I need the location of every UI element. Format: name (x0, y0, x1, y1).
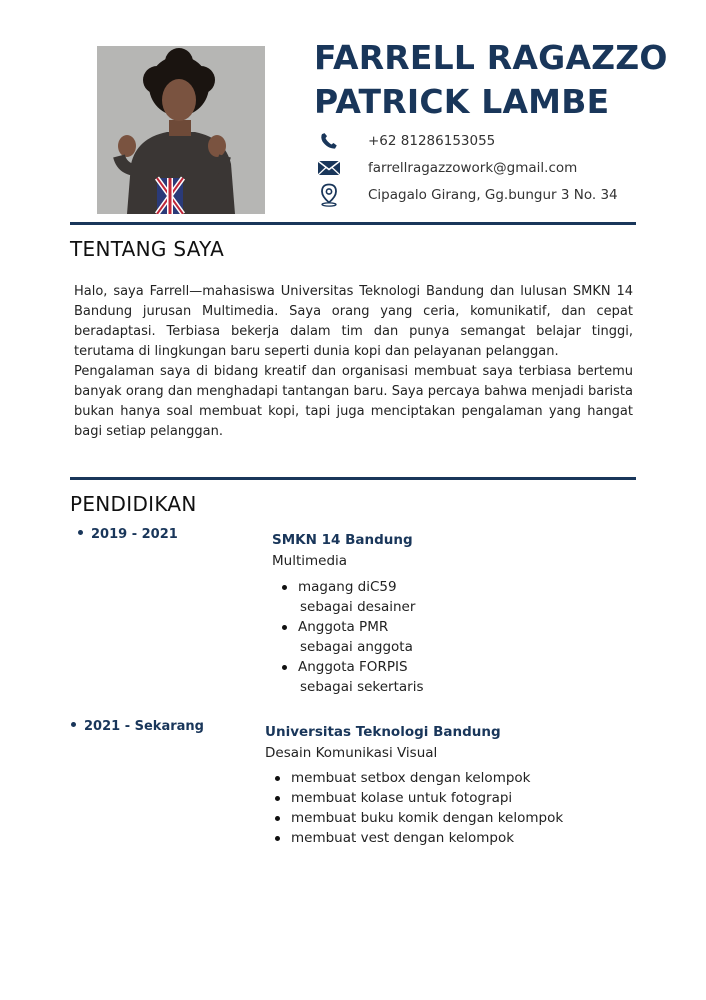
envelope-icon (316, 157, 342, 179)
contact-phone (316, 129, 676, 153)
about-text (74, 282, 633, 442)
home-address: Cipagalo Girang, Gg.bungur 3 No. 34 (368, 187, 618, 203)
activity-text: Anggota FORPIS (298, 659, 408, 675)
list-item (276, 617, 424, 657)
list-item (269, 768, 563, 788)
bullet-icon (275, 816, 280, 821)
activity-text: membuat setbox dengan kelompok (291, 770, 531, 786)
phone-number: +62 81286153055 (368, 133, 496, 149)
bullet-icon (71, 722, 76, 727)
bullet-icon (282, 625, 287, 630)
bullet-icon (275, 836, 280, 841)
phone-icon (316, 130, 342, 152)
school-major: Multimedia (272, 553, 348, 569)
education-years-text: 2019 - 2021 (91, 527, 178, 542)
bullet-icon (78, 530, 83, 535)
about-paragraph-1: Halo, saya Farrell—mahasiswa Universitas Teknologi Bandung dan lulusan SMKN 14 Bandung jurusan Multimedia. Saya orang yang ceria, komunikatif, dan cepat beradaptasi. Terbiasa bekerja dalam tim dan punya semangat belajar tinggi, terutama di lingkungan baru seperti dunia kopi dan pelayanan pelanggan. (74, 284, 633, 359)
list-item (269, 828, 563, 848)
activity-list (276, 577, 424, 697)
school-name: SMKN 14 Bandung (272, 532, 413, 548)
education-years-text: 2021 - Sekarang (84, 719, 204, 734)
location-pin-icon (316, 184, 342, 206)
school-major: Desain Komunikasi Visual (265, 745, 438, 761)
activity-text: magang diC59 (298, 579, 397, 595)
full-name (314, 36, 694, 124)
activity-text: membuat kolase untuk fotograpi (291, 790, 513, 806)
contact-email (316, 156, 676, 180)
activity-role: sebagai anggota (300, 639, 413, 655)
activity-text: membuat buku komik dengan kelompok (291, 810, 564, 826)
email-address: farrellragazzowork@gmail.com (368, 160, 578, 176)
education-years (71, 719, 204, 734)
list-item (276, 657, 424, 697)
profile-photo (97, 46, 265, 214)
section-divider (70, 222, 636, 225)
bullet-icon (275, 796, 280, 801)
section-divider (70, 477, 636, 480)
bullet-icon (282, 585, 287, 590)
education-years (78, 527, 178, 542)
about-paragraph-2: Pengalaman saya di bidang kreatif dan organisasi membuat saya terbiasa bertemu banyak orang dan menghadapi tantangan baru. Saya percaya bahwa menjadi barista bukan hanya soal membuat kopi, tapi juga menciptakan pengalaman yang hangat bagi setiap pelanggan. (74, 364, 633, 439)
bullet-icon (275, 776, 280, 781)
name-line-1: FARRELL RAGAZZO (314, 38, 668, 77)
list-item (269, 788, 563, 808)
list-item (269, 808, 563, 828)
activity-list (269, 768, 563, 848)
activity-role: sebagai desainer (300, 599, 416, 615)
list-item (276, 577, 424, 617)
name-line-2: PATRICK LAMBE (314, 82, 610, 121)
contact-address (316, 183, 676, 207)
about-section-title: TENTANG SAYA (70, 237, 225, 261)
bullet-icon (282, 665, 287, 670)
activity-text: membuat vest dengan kelompok (291, 830, 515, 846)
school-name: Universitas Teknologi Bandung (265, 724, 501, 740)
activity-text: Anggota PMR (298, 619, 389, 635)
activity-role: sebagai sekertaris (300, 679, 424, 695)
education-section-title: PENDIDIKAN (70, 492, 197, 516)
